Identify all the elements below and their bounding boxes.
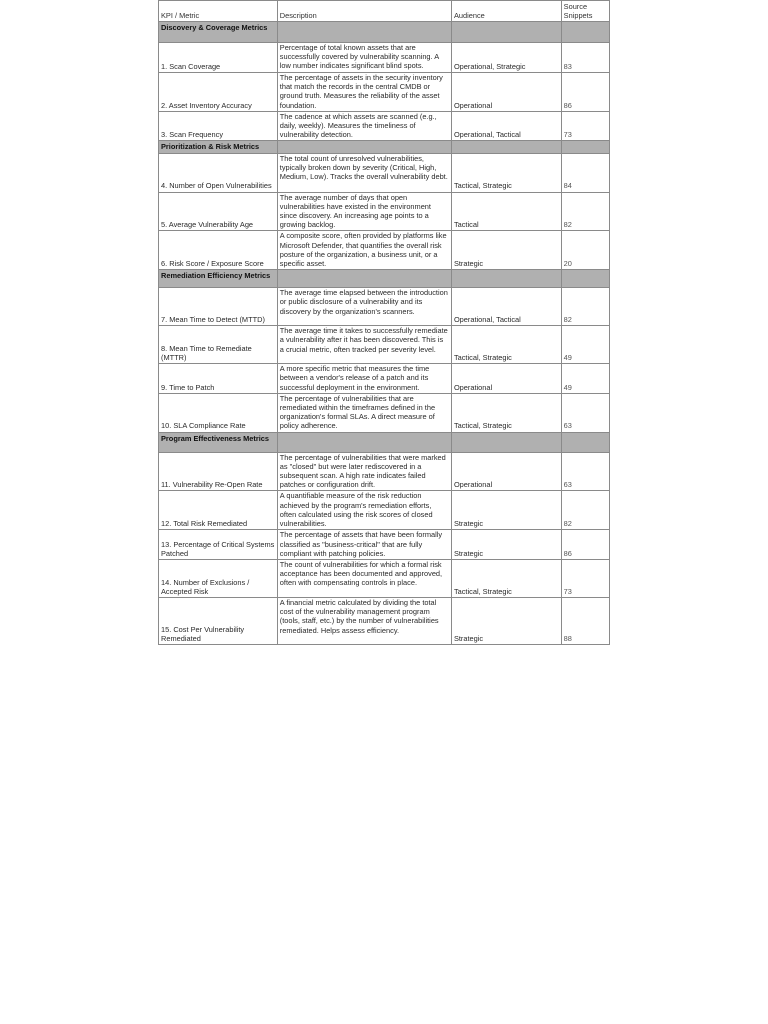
source-snippets-cell: 82 [561,288,609,326]
source-snippets-cell: 63 [561,393,609,432]
description-cell: The average time it takes to successfully remediate a vulnerability after it has been discovered. This is a crucial metric, often tracked per severity level. [277,326,451,364]
description-cell: The average number of days that open vulnerabilities have existed in the environment since discovery. An increasing age points to a growing backlog. [277,192,451,231]
kpi-cell: 9. Time to Patch [159,364,278,394]
section-empty-cell [561,22,609,43]
audience-cell: Tactical [451,192,561,231]
kpi-cell: 6. Risk Score / Exposure Score [159,231,278,270]
section-row [159,270,610,288]
kpi-cell: 4. Number of Open Vulnerabilities [159,153,278,192]
description-cell: A quantifiable measure of the risk reduction achieved by the program's remediation efforts, often calculated using the risk scores of closed vulnerabilities. [277,491,451,530]
section-empty-cell [277,270,451,288]
audience-cell: Operational [451,452,561,491]
source-snippets-cell: 73 [561,111,609,141]
header-audience: Audience [451,1,561,22]
description-cell: The percentage of vulnerabilities that are remediated within the timeframes defined in the organization's formal SLAs. A direct measure of policy adherence. [277,393,451,432]
source-snippets-cell: 86 [561,73,609,112]
table-row [159,43,610,73]
table-row [159,364,610,394]
source-snippets-cell: 73 [561,559,609,597]
table-row [159,597,610,644]
header-description: Description [277,1,451,22]
table-row [159,530,610,560]
table-row [159,231,610,270]
kpi-cell: 14. Number of Exclusions / Accepted Risk [159,559,278,597]
description-cell: A composite score, often provided by platforms like Microsoft Defender, that quantifies the overall risk posture of the organization, a business unit, or a specific asset. [277,231,451,270]
header-row [159,1,610,22]
kpi-cell: 13. Percentage of Critical Systems Patched [159,530,278,560]
section-empty-cell [277,432,451,452]
table-row [159,192,610,231]
section-empty-cell [451,22,561,43]
section-empty-cell [451,141,561,153]
audience-cell: Tactical, Strategic [451,326,561,364]
kpi-cell: 5. Average Vulnerability Age [159,192,278,231]
section-empty-cell [561,432,609,452]
source-snippets-cell: 49 [561,326,609,364]
description-cell: The average time elapsed between the introduction or public disclosure of a vulnerability and its discovery by the organization's scanners. [277,288,451,326]
section-row [159,432,610,452]
audience-cell: Tactical, Strategic [451,393,561,432]
section-empty-cell [451,270,561,288]
description-cell: A more specific metric that measures the time between a vendor's release of a patch and its successful deployment in the environment. [277,364,451,394]
source-snippets-cell: 83 [561,43,609,73]
section-title: Discovery & Coverage Metrics [159,22,278,43]
audience-cell: Tactical, Strategic [451,559,561,597]
description-cell: Percentage of total known assets that are successfully covered by vulnerability scanning. A low number indicates significant blind spots. [277,43,451,73]
audience-cell: Operational [451,73,561,112]
audience-cell: Strategic [451,491,561,530]
kpi-cell: 11. Vulnerability Re-Open Rate [159,452,278,491]
description-cell: The percentage of assets in the security inventory that match the records in the central CMDB or ground truth. Measures the reliability of the asset foundation. [277,73,451,112]
section-title: Program Effectiveness Metrics [159,432,278,452]
description-cell: The percentage of assets that have been formally classified as "business-critical" that are fully compliant with patching policies. [277,530,451,560]
source-snippets-cell: 84 [561,153,609,192]
source-snippets-cell: 63 [561,452,609,491]
table-row [159,153,610,192]
audience-cell: Operational, Tactical [451,111,561,141]
source-snippets-cell: 82 [561,192,609,231]
description-cell: A financial metric calculated by dividing the total cost of the vulnerability management program (tools, staff, etc.) by the number of vulnerabilities remediated. Helps assess efficiency. [277,597,451,644]
kpi-cell: 2. Asset Inventory Accuracy [159,73,278,112]
kpi-metrics-table [158,0,610,645]
source-snippets-cell: 88 [561,597,609,644]
source-snippets-cell: 86 [561,530,609,560]
audience-cell: Operational, Tactical [451,288,561,326]
source-snippets-cell: 49 [561,364,609,394]
table-header [159,1,610,22]
description-cell: The percentage of vulnerabilities that were marked as "closed" but were later rediscovered in a subsequent scan. A high rate indicates failed patches or configuration drift. [277,452,451,491]
section-title: Remediation Efficiency Metrics [159,270,278,288]
table-row [159,452,610,491]
table-row [159,288,610,326]
description-cell: The total count of unresolved vulnerabilities, typically broken down by severity (Critical, High, Medium, Low). Tracks the overall vulnerability debt. [277,153,451,192]
section-empty-cell [451,432,561,452]
section-title: Prioritization & Risk Metrics [159,141,278,153]
description-cell: The count of vulnerabilities for which a formal risk acceptance has been documented and approved, often with compensating controls in place. [277,559,451,597]
section-empty-cell [277,22,451,43]
audience-cell: Strategic [451,231,561,270]
audience-cell: Operational, Strategic [451,43,561,73]
section-empty-cell [561,141,609,153]
header-kpi: KPI / Metric [159,1,278,22]
audience-cell: Tactical, Strategic [451,153,561,192]
table-row [159,326,610,364]
table-row [159,393,610,432]
section-empty-cell [561,270,609,288]
kpi-cell: 8. Mean Time to Remediate (MTTR) [159,326,278,364]
audience-cell: Operational [451,364,561,394]
table-body [159,22,610,645]
kpi-cell: 12. Total Risk Remediated [159,491,278,530]
table-row [159,111,610,141]
section-row [159,22,610,43]
table-row [159,559,610,597]
section-empty-cell [277,141,451,153]
kpi-cell: 7. Mean Time to Detect (MTTD) [159,288,278,326]
description-cell: The cadence at which assets are scanned (e.g., daily, weekly). Measures the timeliness of vulnerability detection. [277,111,451,141]
source-snippets-cell: 82 [561,491,609,530]
table-row [159,73,610,112]
section-row [159,141,610,153]
audience-cell: Strategic [451,530,561,560]
kpi-cell: 3. Scan Frequency [159,111,278,141]
audience-cell: Strategic [451,597,561,644]
header-source-snippets: Source Snippets [561,1,609,22]
source-snippets-cell: 20 [561,231,609,270]
kpi-cell: 15. Cost Per Vulnerability Remediated [159,597,278,644]
kpi-cell: 10. SLA Compliance Rate [159,393,278,432]
kpi-cell: 1. Scan Coverage [159,43,278,73]
table-row [159,491,610,530]
